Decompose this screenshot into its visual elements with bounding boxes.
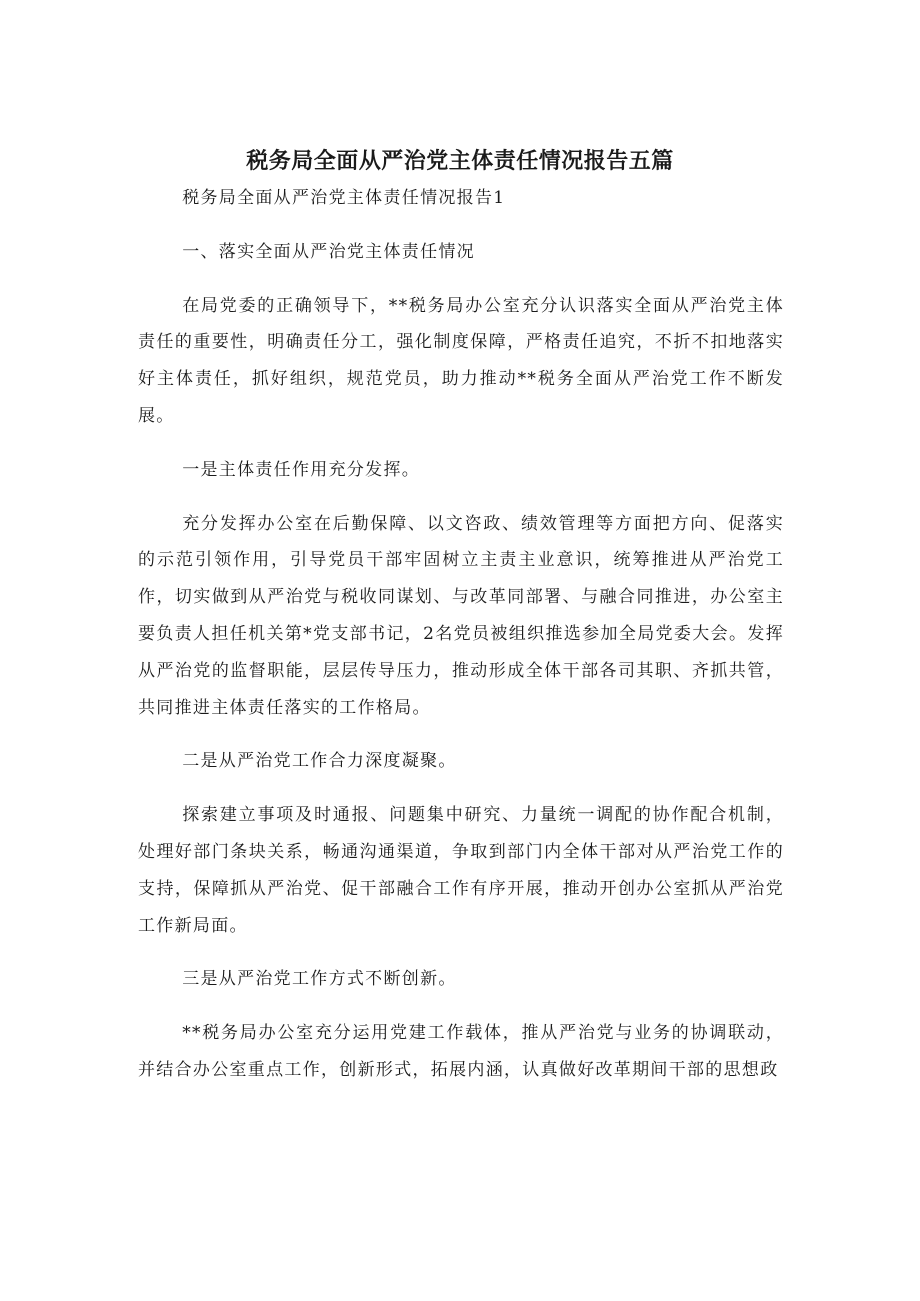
body-paragraph: 在局党委的正确领导下，**税务局办公室充分认识落实全面从严治党主体责任的重要性，明确责任分工，强化制度保障，严格责任追究，不折不扣地落实好主体责任，抓好组织，规范党员，助力推动**税务全面从严治党工作不断发展。 [138, 295, 784, 426]
subheading-2: 二是从严治党工作合力深度凝聚。 [182, 751, 457, 772]
body-paragraph: 充分发挥办公室在后勤保障、以文咨政、绩效管理等方面把方向、促落实的示范引领作用，引导党员干部牢固树立主责主业意识，统筹推进从严治党工作，切实做到从严治党与税收同谋划、与改革同部署、与融合同推进，办公室主要负责人担任机关第*党支部书记，2名党员被组织推选参加全局党委大会。发挥从严治党的监督职能，层层传导压力，推动形成全体干部各司其职、齐抓共管，共同推进主体责任落实的工作格局。 [138, 513, 784, 718]
document-body [138, 180, 784, 1089]
subheading-1: 一是主体责任作用充分发挥。 [182, 459, 421, 480]
body-paragraph: 探索建立事项及时通报、问题集中研究、力量统一调配的协作配合机制，处理好部门条块关系，畅通沟通渠道，争取到部门内全体干部对从严治党工作的支持，保障抓从严治党、促干部融合工作有序开展，推动开创办公室抓从严治党工作新局面。 [138, 805, 784, 936]
body-paragraph: **税务局办公室充分运用党建工作载体，推从严治党与业务的协调联动，并结合办公室重点工作，创新形式，拓展内涵，认真做好改革期间干部的思想政 [138, 1023, 784, 1080]
section-heading-1: 一、落实全面从严治党主体责任情况 [182, 241, 475, 262]
report-subtitle: 税务局全面从严治党主体责任情况报告1 [182, 188, 506, 208]
subheading-3: 三是从严治党工作方式不断创新。 [182, 969, 457, 990]
document-title: 税务局全面从严治党主体责任情况报告五篇 [246, 149, 674, 174]
